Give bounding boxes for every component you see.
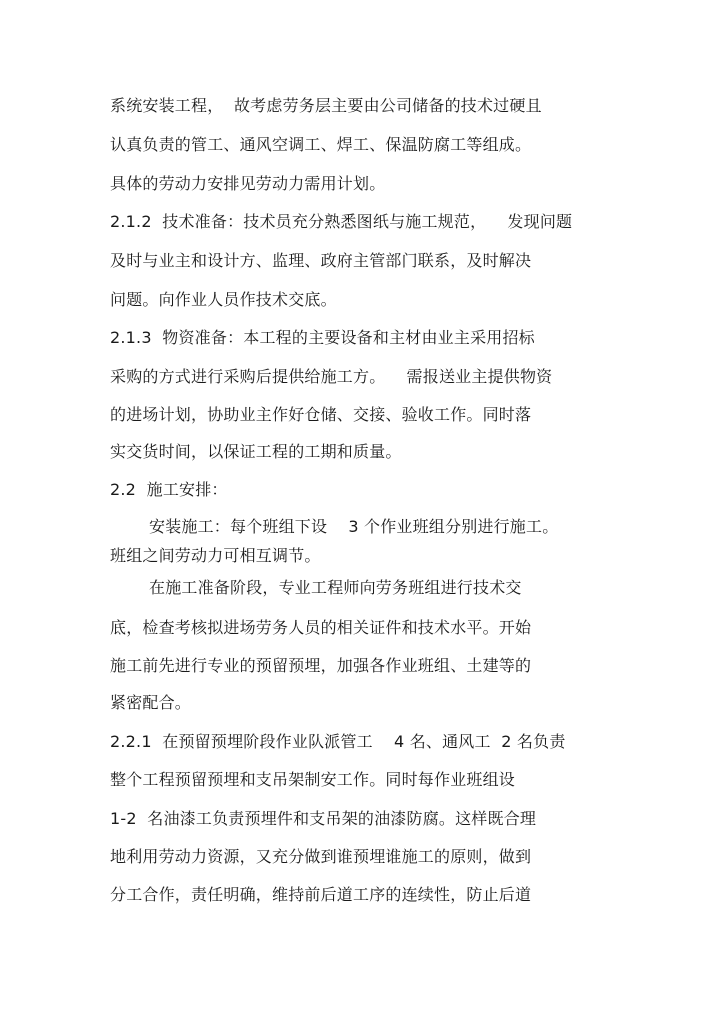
text-line: 分工合作，责任明确，维持前后道工序的连续性，防止后道: [110, 885, 532, 904]
text-line: 系统安装工程， 故考虑劳务层主要由公司储备的技术过硬且: [110, 96, 542, 115]
text-line: 施工前先进行专业的预留预埋，加强各作业班组、土建等的: [110, 656, 532, 675]
text-line: 及时与业主和设计方、监理、政府主管部门联系，及时解决: [110, 251, 532, 270]
text-line: 1-2 名油漆工负责预埋件和支吊架的油漆防腐。这样既合理: [110, 809, 537, 828]
text-line: 采购的方式进行采购后提供给施工方。 需报送业主提供物资: [110, 367, 553, 386]
section-2-2-1-line: 2.2.1 在预留预埋阶段作业队派管工 4 名、通风工 2 名负责: [110, 732, 566, 751]
section-2-1-2-line: 2.1.2 技术准备：技术员充分熟悉图纸与施工规范， 发现问题: [110, 212, 573, 231]
section-2-1-3-line: 2.1.3 物资准备：本工程的主要设备和主材由业主采用招标: [110, 328, 535, 347]
text-line: 认真负责的管工、通风空调工、焊工、保温防腐工等组成。: [110, 135, 532, 154]
text-line: 紧密配合。: [110, 693, 192, 712]
paragraph-start-line: 安装施工：每个班组下设 3 个作业班组分别进行施工。: [149, 517, 559, 536]
text-line: 问题。向作业人员作技术交底。: [110, 290, 337, 309]
text-line: 班组之间劳动力可相互调节。: [110, 546, 321, 565]
text-line: 具体的劳动力安排见劳动力需用计划。: [110, 174, 386, 193]
text-line: 地利用劳动力资源，又充分做到谁预埋谁施工的原则，做到: [110, 847, 532, 866]
text-line: 整个工程预留预埋和支吊架制安工作。同时每作业班组设: [110, 770, 516, 789]
text-line: 的进场计划，协助业主作好仓储、交接、验收工作。同时落: [110, 405, 532, 424]
text-line: 实交货时间，以保证工程的工期和质量。: [110, 442, 402, 461]
paragraph-start-line: 在施工准备阶段，专业工程师向劳务班组进行技术交: [149, 578, 522, 597]
section-heading-2-2: 2.2 施工安排：: [110, 480, 228, 499]
text-line: 底，检查考核拟进场劳务人员的相关证件和技术水平。开始: [110, 618, 532, 637]
